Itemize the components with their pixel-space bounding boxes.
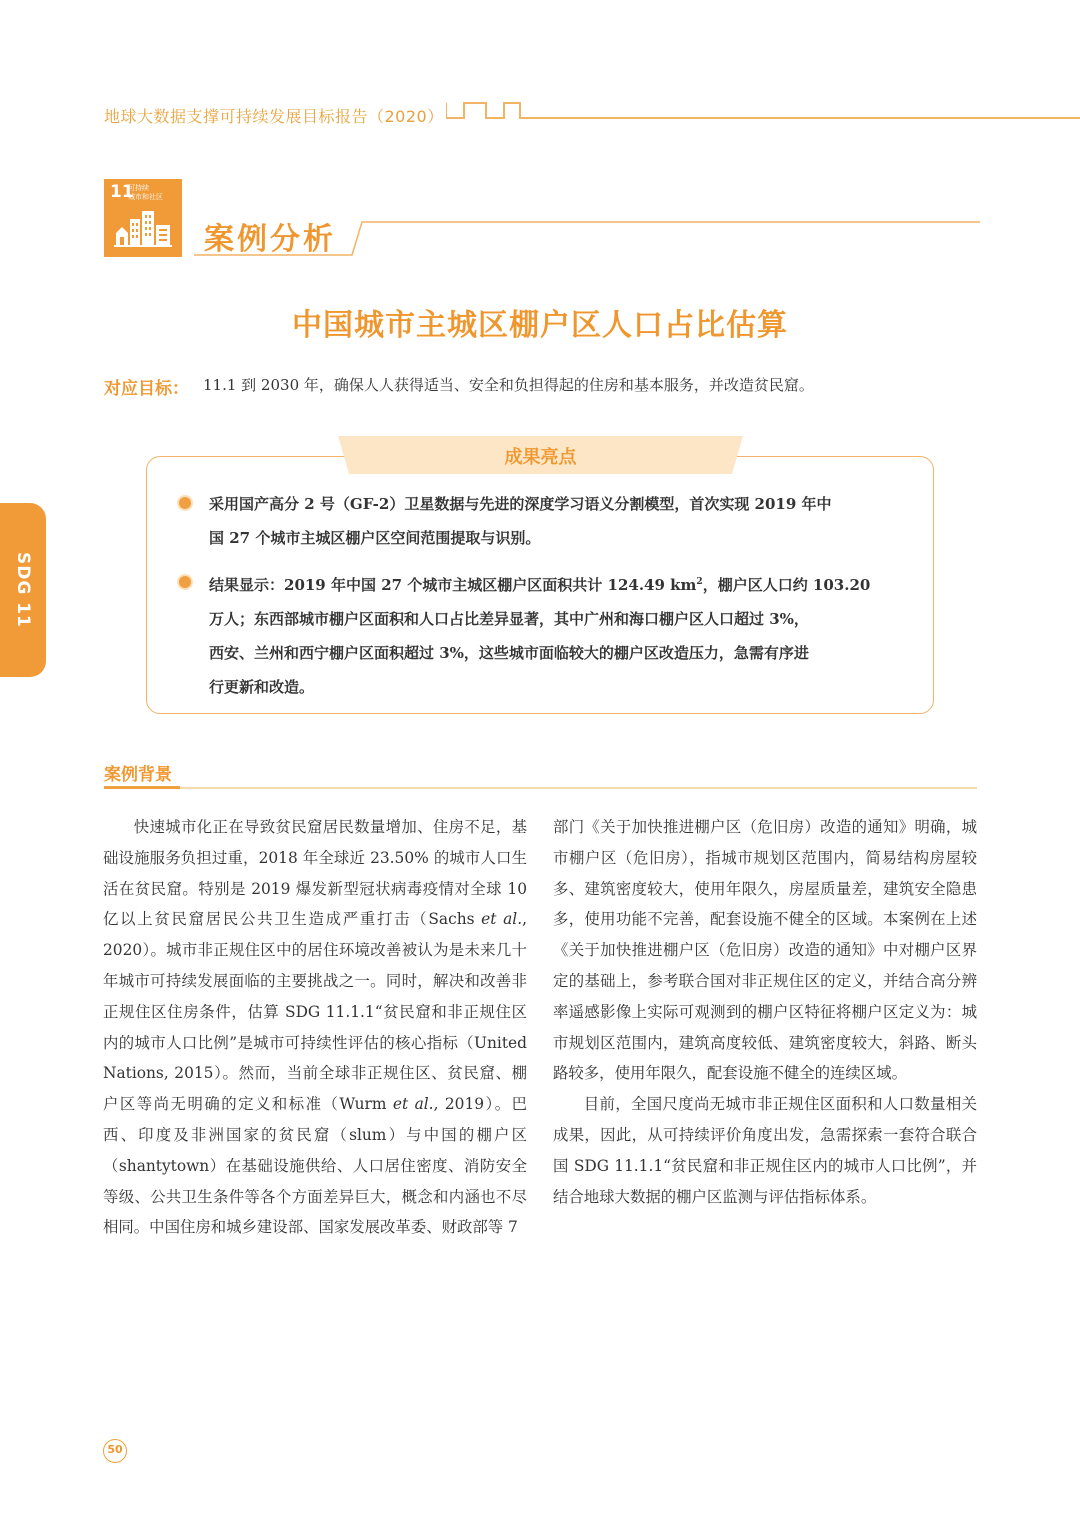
paragraph: 快速城市化正在导致贫民窟居民数量增加、住房不足，基础设施服务负担过重，2018 年全球近 23.50% 的城市人口生活在贫民窟。特别是 2019 爆发新型冠状病毒疫情对全球 10 亿以上贫民窟居民公共卫生造成严重打击（Sachs et al., 2020）。城市非正规住区中的居住环境改善被认为是未来几十年城市可持续发展面临的主要挑战之一。同时，解决和改善非正规住区住房条件，估算 SDG 11.1.1“贫民窟和非正规住区内的城市人口比例”是城市可持续性评估的核心指标（United Nations, 2015）。然而，当前全球非正规住区、贫民窟、棚户区等尚无明确的定义和标准（Wurm et al., 2019）。巴西、印度及非洲国家的贫民窟（slum）与中国的棚户区（shantytown）在基础设施供给、人口居住密度、消防安全等级、公共卫生条件等各个方面差异巨大，概念和内涵也不尽相同。中国住房和城乡建设部、国家发展改革委、财政部等 7 [103, 818, 527, 1237]
page-title: 中国城市主城区棚户区人口占比估算 [292, 308, 788, 343]
background-right-column [553, 812, 977, 1212]
highlight-item-2: 结果显示：2019 年中国 27 个城市主城区棚户区面积共计 124.49 $km^2$，棚户区人口约 103.20 万人；东西部城市棚户区面积和人口占比差异显著，其中广州和海口棚户区人口超过 3%， 西安、兰州和西宁棚户区面积超过 3%，这些城市面临较大的棚户区改造压力，急需有序进 行更新和改造。 [209, 576, 871, 696]
highlight-item-1: 采用国产高分 2 号（GF-2）卫星数据与先进的深度学习语义分割模型，首次实现 2019 年中 国 27 个城市主城区棚户区空间范围提取与识别。 [209, 495, 832, 547]
badge-caption: 可持续 城市和社区 [128, 184, 163, 201]
highlights-title: 成果亮点 [504, 447, 577, 468]
side-tab-label: SDG 11 [13, 552, 33, 628]
target-label: 对应目标： [104, 379, 189, 399]
section-title: 案例分析 [204, 222, 336, 257]
page-number: 50 [107, 1443, 123, 1456]
badge-number: 11 [110, 182, 134, 202]
sdg11-badge [104, 179, 182, 257]
city-buildings-icon [112, 205, 174, 253]
background-heading: 案例背景 [104, 765, 172, 785]
heading-rule [104, 787, 977, 789]
running-header: 地球大数据支撑可持续发展目标报告（2020） [104, 107, 444, 126]
header-decoration [446, 100, 1080, 126]
bullet-icon [179, 576, 191, 588]
bullet-icon [179, 497, 191, 509]
background-left-column [103, 812, 527, 1243]
heading-rule-accent [104, 786, 180, 789]
paragraph: 部门《关于加快推进棚户区（危旧房）改造的通知》明确，城市棚户区（危旧房），指城市规划区范围内，简易结构房屋较多、建筑密度较大，使用年限久，房屋质量差，建筑安全隐患多，使用功能不完善，配套设施不健全的区域。本案例在上述《关于加快推进棚户区（危旧房）改造的通知》中对棚户区界定的基础上，参考联合国对非正规住区的定义，并结合高分辨率遥感影像上实际可观测到的棚户区特征将棚户区定义为：城市规划区范围内，建筑高度较低、建筑密度较大，斜路、断头路较多，使用年限久，配套设施不健全的连续区域。 [553, 818, 977, 1083]
paragraph: 目前，全国尺度尚无城市非正规住区面积和人口数量相关成果，因此，从可持续评价角度出发，急需探索一套符合联合国 SDG 11.1.1“贫民窟和非正规住区内的城市人口比例”，并结合地球大数据的棚户区监测与评估指标体系。 [553, 1095, 977, 1206]
target-text: 11.1 到 2030 年，确保人人获得适当、安全和负担得起的住房和基本服务，并改造贫民窟。 [203, 376, 814, 394]
